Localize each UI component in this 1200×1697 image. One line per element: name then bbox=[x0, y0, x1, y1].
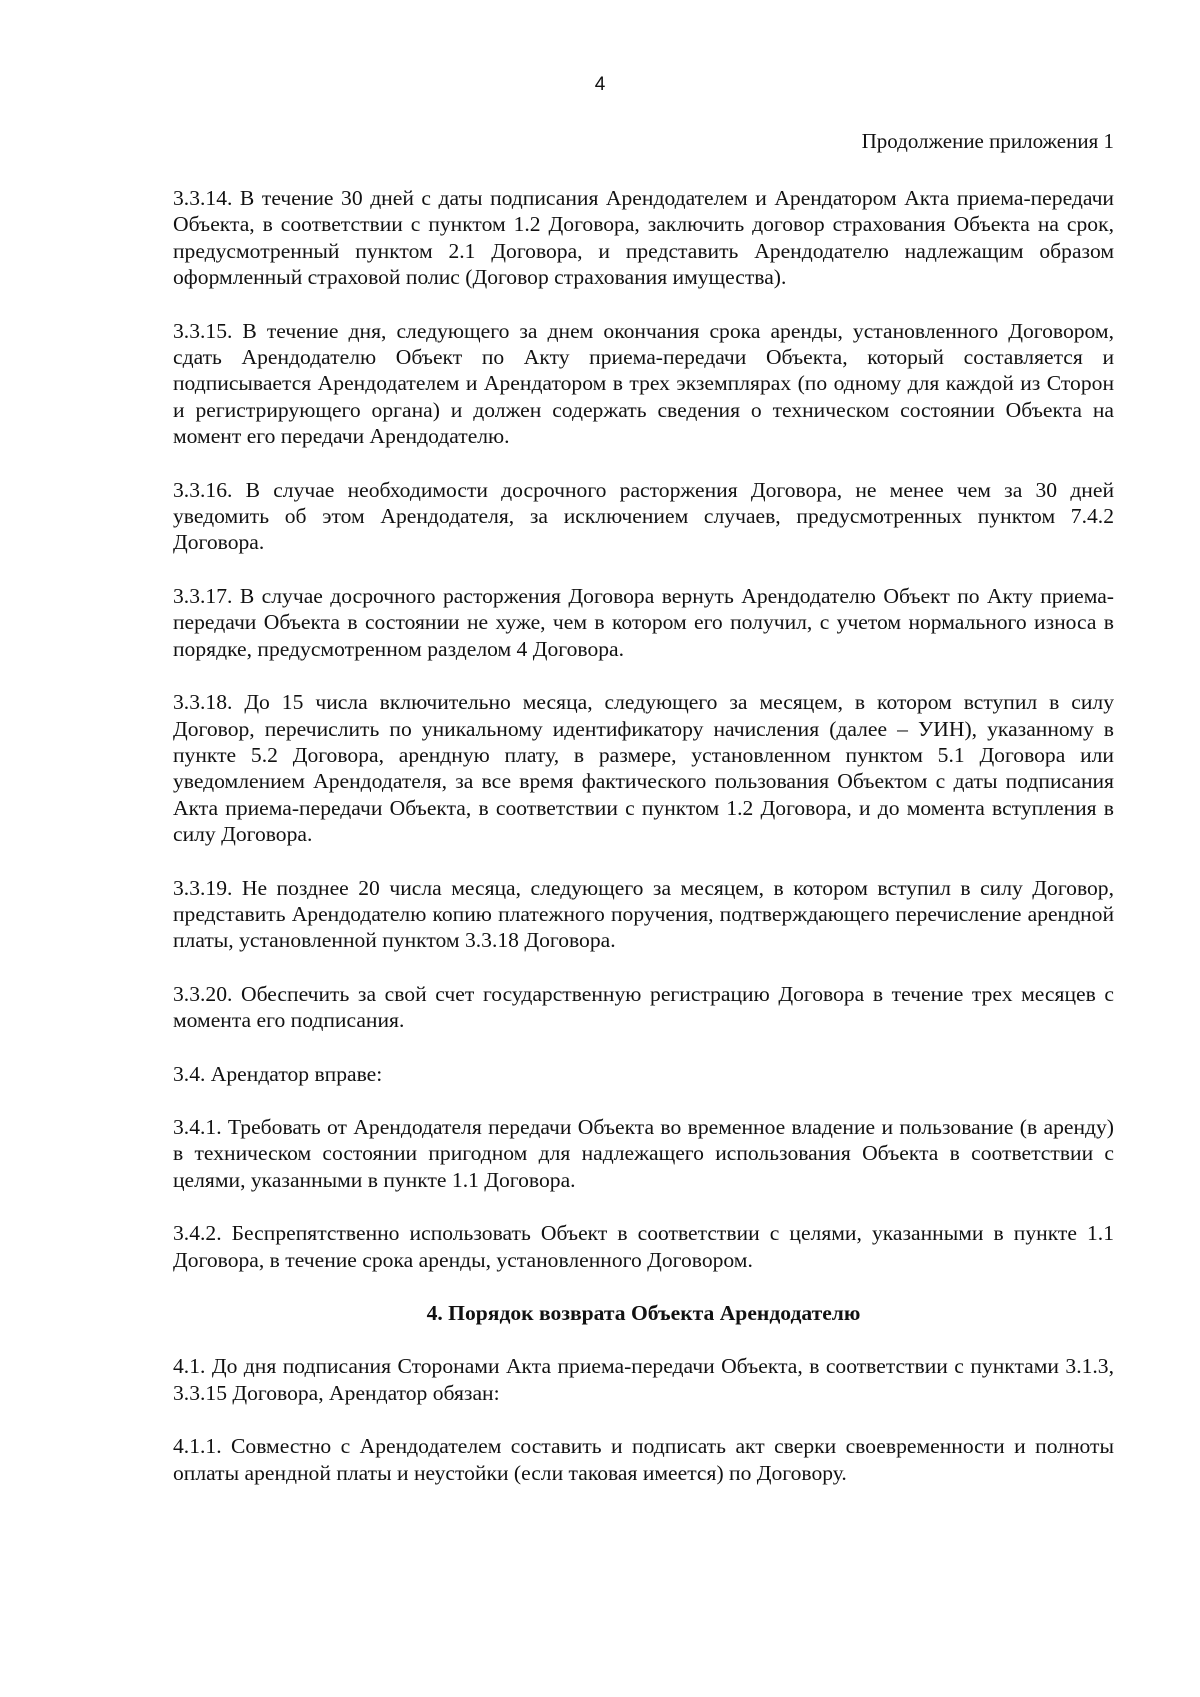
clause-3-3-16: 3.3.16. В случае необходимости досрочного расторжения Договора, не менее чем за 30 дней уведомить об этом Арендодателя, за исключением случаев, предусмотренных пунктом 7.4.2 Договора. bbox=[173, 477, 1114, 555]
clause-3-3-15: 3.3.15. В течение дня, следующего за днем окончания срока аренды, установленного Договором, сдать Арендодателю Объект по Акту приема-передачи Объекта, который составляется и подписывается Арендодателем и Арендатором в трех экземплярах (по одному для каждой из Сторон и регистрирующего органа) и должен содержать сведения о техническом состоянии Объекта на момент его передачи Арендодателю. bbox=[173, 318, 1114, 449]
document-body bbox=[173, 185, 1114, 1513]
appendix-continuation-label: Продолжение приложения 1 bbox=[861, 129, 1114, 153]
clause-4-1: 4.1. До дня подписания Сторонами Акта приема-передачи Объекта, в соответствии с пунктами 3.1.3, 3.3.15 Договора, Арендатор обязан: bbox=[173, 1354, 1114, 1405]
clause-3-3-17: 3.3.17. В случае досрочного расторжения Договора вернуть Арендодателю Объект по Акту приема-передачи Объекта в состоянии не хуже, чем в котором его получил, с учетом нормального износа в порядке, предусмотренном разделом 4 Договора. bbox=[173, 583, 1114, 661]
clause-3-4-1: 3.4.1. Требовать от Арендодателя передачи Объекта во временное владение и пользование (в аренду) в техническом состоянии пригодном для надлежащего использования Объекта в соответствии с целями, указанными в пункте 1.1 Договора. bbox=[173, 1114, 1114, 1192]
clause-3-4-2: 3.4.2. Беспрепятственно использовать Объект в соответствии с целями, указанными в пункте 1.1 Договора, в течение срока аренды, установленного Договором. bbox=[173, 1221, 1114, 1272]
clause-3-3-19: 3.3.19. Не позднее 20 числа месяца, следующего за месяцем, в котором вступил в силу Договор, представить Арендодателю копию платежного поручения, подтверждающего перечисление арендной платы, установленной пунктом 3.3.18 Договора. bbox=[173, 875, 1114, 953]
page-number: 4 bbox=[594, 74, 606, 95]
clause-3-4: 3.4. Арендатор вправе: bbox=[173, 1061, 383, 1086]
clause-3-3-20: 3.3.20. Обеспечить за свой счет государственную регистрацию Договора в течение трех месяцев с момента его подписания. bbox=[173, 981, 1114, 1033]
clause-3-3-14: 3.3.14. В течение 30 дней с даты подписания Арендодателем и Арендатором Акта приема-передачи Объекта, в соответствии с пунктом 1.2 Договора, заключить договор страхования Объекта на срок, предусмотренный пунктом 2.1 Договора, и представить Арендодателю надлежащим образом оформленный страховой полис (Договор страхования имущества). bbox=[173, 186, 1114, 290]
clause-3-3-18: 3.3.18. До 15 числа включительно месяца, следующего за месяцем, в котором вступил в силу Договор, перечислить по уникальному идентификатору начисления (далее – УИН), указанному в пункте 5.2 Договора, арендную плату, в размере, установленном пунктом 5.1 Договора или уведомлением Арендодателя, за все время фактического пользования Объектом с даты подписания Акта приема-передачи Объекта, в соответствии с пунктом 1.2 Договора, и до момента вступления в силу Договора. bbox=[173, 690, 1114, 847]
clause-4-1-1: 4.1.1. Совместно с Арендодателем составить и подписать акт сверки своевременности и полноты оплаты арендной платы и неустойки (если таковая имеется) по Договору. bbox=[173, 1434, 1114, 1485]
section-4-heading: 4. Порядок возврата Объекта Арендодателю bbox=[426, 1301, 861, 1325]
